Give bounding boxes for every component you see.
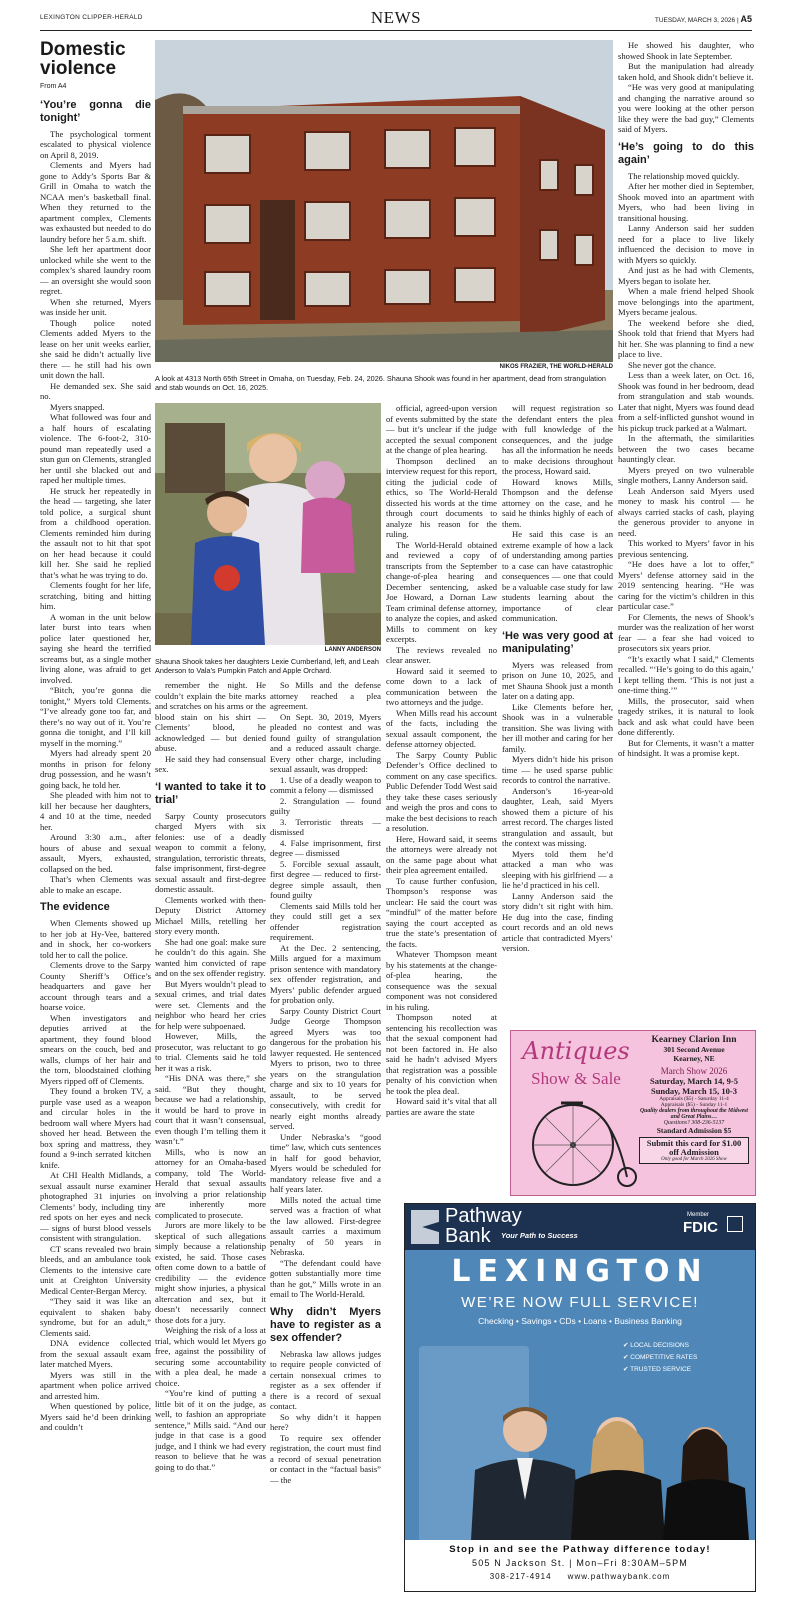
article-column-1	[40, 40, 151, 1595]
paragraph: At CHI Health Midlands, a sexual assault nurse examiner photographed 31 injuries on Clements’ body, including tiny red spots on her eyes and neck — signs of burst blood vessels consistent with strangulation.	[40, 1170, 151, 1243]
paragraph: “He does have a lot to offer,” Myers’ defense attorney said in the 2019 sentencing hearing. “He was caring for the victim’s children in this particular case.”	[618, 559, 754, 611]
bank-main	[405, 1250, 755, 1540]
paragraph: She pleaded with him not to kill her because her daughters, 4 and 10 at the time, needed her.	[40, 790, 151, 832]
page-number: A5	[740, 14, 752, 24]
paragraph: Though police noted Clements added Myers to the lease on her unit weeks earlier, she said he didn’t actually live there — he still had his own unit down the hall.	[40, 317, 151, 380]
publication-name: LEXINGTON CLIPPER-HERALD	[40, 14, 143, 21]
column-body	[155, 680, 266, 1472]
venue-name: Kearney Clarion Inn	[651, 1035, 737, 1045]
bank-service: WE’RE NOW FULL SERVICE!	[461, 1294, 699, 1311]
questions-phone: Questions? 308-236-5137	[663, 1120, 725, 1126]
subhead: ‘You’re gonna die tonight’	[40, 98, 151, 124]
paragraph: In the aftermath, the similarities between the two cases became hauntingly clear.	[618, 433, 754, 464]
fdic-logo: FDIC	[683, 1219, 718, 1236]
member-label: Member	[687, 1212, 710, 1218]
date-text: TUESDAY, MARCH 3, 2026	[654, 17, 736, 24]
paragraph: CT scans revealed two brain bleeds, and an ambulance took Clements to the intensive care unit at Creighton University Medical Center-Bergan Mercy.	[40, 1243, 151, 1296]
feature-label: COMPETITIVE RATES	[630, 1354, 698, 1361]
penny-farthing-icon	[521, 1097, 641, 1189]
page-date: TUESDAY, MARCH 3, 2026 | A5	[654, 14, 752, 24]
paragraph: When Mills read his account of the facts, including the sexual assault component, the defense attorney objected.	[386, 707, 497, 749]
paragraph: “He was very good at manipulating and changing the narrative around so you were looking at the other person like they were the bad guy,” Clements said of Myers.	[618, 82, 754, 134]
bank-brand	[445, 1206, 522, 1246]
paragraph: Under Nebraska’s “good time” law, which cuts sentences in half for good behavior, Myers would be scheduled for mandatory release five and a half years later.	[270, 1131, 381, 1194]
antiques-details	[637, 1035, 751, 1164]
section-name: NEWS	[370, 8, 422, 27]
venue-city: Kearney, NE	[673, 1054, 715, 1063]
paragraph: But for Clements, it wasn’t a matter of hindsight. It was a promise kept.	[618, 737, 754, 758]
paragraph: That’s when Clements was able to make an escape.	[40, 874, 151, 895]
family-photo-credit: LANNY ANDERSON	[324, 647, 381, 653]
paragraph: Myers told them he’d attacked a man who was sleeping with his girlfriend — a lie he’d practiced in his cell.	[502, 848, 613, 890]
event-name: March Show 2026	[660, 1066, 728, 1076]
paragraph: After her mother died in September, Shook moved into an apartment with Myers, who had been living in transitional housing.	[618, 181, 754, 223]
paragraph: Howard said it’s vital that all parties are aware the state	[386, 1096, 497, 1117]
paragraph: She never got the chance.	[628, 359, 717, 370]
brand-line-1: Pathway	[445, 1205, 522, 1227]
paragraph: “His DNA was there,” she said. “But they thought, because we had a relationship, it would be hard to prove in court that it wasn’t consensual, even though I’m telling them it wasn’t.”	[155, 1073, 266, 1146]
paragraph: He demanded sex. She said no.	[40, 380, 151, 401]
paragraph: So Mills and the defense attorney reached a plea agreement.	[270, 680, 381, 711]
paragraph: What followed was four and a half hours of escalating violence. The 6-foot-2, 310-pound man repeatedly used a stun gun on Clements, strangled her until she blacked out and raped her multiple times.	[40, 412, 151, 485]
brand-line-2: Bank	[445, 1225, 491, 1247]
coupon-note: Only good for March 2026 Show	[661, 1157, 727, 1162]
paragraph: The relationship moved quickly.	[628, 170, 740, 181]
apartment-photo-caption: A look at 4313 North 65th Street in Omaha, on Tuesday, Feb. 24, 2026. Shauna Shook was found in her apartment, dead from strangulation and stab wounds on Oct. 16, 2025.	[155, 374, 606, 392]
paragraph: Less than a week later, on Oct. 16, Shook was found in her bedroom, dead from strangulation and stab wounds. Later that night, Myers was found dead from a self-inflicted gunshot wound in his pickup truck parked at a Walmart.	[618, 370, 754, 433]
paragraph: When Clements showed up to her job at Hy-Vee, battered and in shock, her co-workers told her to call the police.	[40, 918, 151, 960]
paragraph: He said this case is an extreme example of how a lack of understanding among parties to a case can have catastrophic consequences — one that could be a valuable case study for law students learning about the importance of clear communication.	[502, 529, 613, 623]
paragraph: Lanny Anderson said her sudden need for a place to live likely influenced the decision to move in with Myers so quickly.	[618, 223, 754, 265]
column-body	[40, 99, 151, 1433]
paragraph: When a male friend helped Shook move belongings into the apartment, Myers became jealous.	[618, 286, 754, 317]
subhead: Why didn’t Myers have to register as a sex offender?	[270, 1305, 381, 1344]
paragraph: But Myers wouldn’t plead to sexual crimes, and trial dates were set. Clements and the neighbor who heard her cries for help were subpoenaed.	[155, 978, 266, 1031]
paragraph: For Clements, the news of Shook’s murder was the realization of her worst fear — a fear she had voiced to prosecutors six years prior.	[618, 611, 754, 653]
column-body	[618, 40, 754, 759]
paragraph: Myers snapped.	[50, 401, 105, 412]
paragraph: Clements drove to the Sarpy County Sheriff’s Office’s headquarters and gave her account through tears and a hoarse voice.	[40, 960, 151, 1012]
pathway-bank-advertisement	[404, 1203, 756, 1592]
article-headline: Domestic violence	[40, 40, 126, 79]
antiques-advertisement	[510, 1030, 756, 1196]
paragraph: Around 3:30 a.m., after hours of abuse and sexual assault, Myers, exhausted, collapsed on the bed.	[40, 832, 151, 874]
paragraph: Clements said Mills told her they could still get a sex offender registration requirement.	[270, 900, 381, 942]
paragraph: He said they had consensual sex.	[155, 753, 266, 774]
bank-products: Checking • Savings • CDs • Loans • Business Banking	[478, 1316, 682, 1326]
feature-label: TRUSTED SERVICE	[630, 1366, 692, 1373]
feature-label: LOCAL DECISIONS	[630, 1342, 689, 1349]
paragraph: Mills, who is now an attorney for an Omaha-based company, told The World-Herald that sexual assaults involving a prior relationship are inherently more complicated to prosecute.	[155, 1146, 266, 1220]
subhead: The evidence	[40, 901, 110, 913]
apartment-photo-credit: NIKOS FRAZIER, THE WORLD-HERALD	[499, 364, 613, 370]
appraisals-sunday: Appraisals ($5) - Sunday 11-1	[660, 1102, 728, 1108]
paragraph: She left her apartment door unlocked while she went to the complex’s shared laundry room — an oversight she would soon regret.	[40, 244, 151, 296]
appraisals-saturday: Appraisals ($5) - Saturday 11-4	[659, 1096, 729, 1102]
paragraph: And just as he had with Clements, Myers began to isolate her.	[618, 265, 754, 286]
column-body	[270, 680, 381, 1485]
paragraph: Anderson’s 16-year-old daughter, Leah, said Myers showed them a picture of his arrest record. The charges listed strangulation and assault, but the context was missing.	[502, 785, 613, 848]
column-body	[386, 403, 497, 1117]
paragraph: Myers was still in the apartment when police arrived and arrested him.	[40, 1369, 151, 1401]
paragraph: Whatever Thompson meant by his statements at the change-of-plea hearing, the consequence was the sexual component was not considered in his ruling.	[386, 949, 497, 1012]
paragraph: Myers had already spent 20 months in prison for felony drug possession, and he wasn’t going back, he told her.	[40, 748, 151, 790]
coupon-text: Submit this card for $1.00 off Admission	[646, 1138, 742, 1157]
paragraph: 3. Terroristic threats — dismissed	[270, 816, 381, 837]
paragraph: On Sept. 30, 2019, Myers pleaded no contest and was found guilty of strangulation and a reduced assault charge. Every other charge, including sexual assault, was dropped:	[270, 711, 381, 774]
family-photo	[155, 403, 381, 645]
bank-address: 505 N Jackson St. | Mon–Fri 8:30AM–5PM	[471, 1558, 688, 1568]
paragraph: 5. Forcible sexual assault, first degree — reduced to first-degree simple assault, then found guilty	[270, 858, 381, 900]
checkmark-icon: ✔	[623, 1354, 631, 1361]
antiques-title: Antiques	[522, 1037, 630, 1065]
paragraph: A woman in the unit below later burst into tears when police later questioned her, saying she heard the terrified screams but, as a single mother living alone, was afraid to get involved.	[40, 611, 151, 685]
paragraph: “You’re kind of putting a little bit of it on the judge, as well, to fashion an appropriate sentence,” Mills said. “And our judge in that case is a good judge, and I think we had every reason to believe that he was going to do that.”	[155, 1388, 266, 1472]
article-column-5	[502, 403, 613, 1028]
paragraph: Nebraska law allows judges to require people convicted of certain nonsexual crimes to register as a sex offender if there is a record of sexual contact.	[270, 1348, 381, 1411]
paragraph: Clements and Myers had gone to Addy’s Sports Bar & Grill in Omaha to watch the NCAA men’s basketball final. When they returned to the apartment complex, Clements was exhausted but needed to do laundry before her 5 a.m. shift.	[40, 160, 151, 244]
article-column-6	[618, 40, 754, 1028]
paragraph: They found a broken TV, a purple vase used as a weapon and circular holes in the bedroom wall where Myers had shoved her head. Between the box spring and mattress, they found a 9-inch serrated kitchen knife.	[40, 1086, 151, 1170]
coupon-box	[639, 1137, 749, 1164]
paragraph: To require sex offender registration, the court must find a record of sexual penetration or contact in the “factual basis” — the	[270, 1432, 381, 1485]
paragraph: official, agreed-upon version of events submitted by the state — but it’s unclear if the judge accepted the sexual component at the change of plea hearing.	[386, 403, 497, 455]
paragraph: He struck her repeatedly in the head — targeting, she later told police, a surgical shunt from a childhood operation. Clements reminded him during the assault not to hit that spot on her head because it could kill her. She said he replied that’s what he was trying to do.	[40, 485, 151, 580]
paragraph: will request registration so the defendant enters the plea with full knowledge of the consequences, and the judge has all the information he needs to make decisions throughout the process, Howard said.	[502, 403, 613, 476]
paragraph: The reviews revealed no clear answer.	[386, 644, 497, 665]
paragraph: Mills, the prosecutor, said when tragedy strikes, it is natural to look back and ask what could have been done differently.	[618, 695, 754, 737]
paragraph: Like Clements before her, Shook was in a vulnerable transition. She was living with her ill mother and caring for her family.	[502, 701, 613, 754]
paragraph: “They said it was like an equivalent to shaken baby syndrome, but for an adult,” Clements said.	[40, 1296, 151, 1338]
paragraph: “The defendant could have gotten substantially more time than he got,” Mills wrote in an email to The World-Herald.	[270, 1257, 381, 1299]
feature-item	[623, 1352, 697, 1364]
bank-top-bar	[405, 1204, 755, 1250]
bank-logo-icon	[411, 1210, 439, 1244]
paragraph: However, Mills, the prosecutor, was reluctant to go to trial. Clements said he told her it was a risk.	[155, 1031, 266, 1073]
paragraph: DNA evidence collected from the sexual assault exam later matched Myers.	[40, 1338, 151, 1369]
equal-housing-icon	[727, 1216, 743, 1232]
paragraph: 2. Strangulation — found guilty	[270, 795, 381, 816]
paragraph: When questioned by police, Myers said he’d been drinking and couldn’t	[40, 1401, 151, 1432]
subhead: ‘I wanted to take it to trial’	[155, 780, 266, 806]
paragraph: To cause further confusion, Thompson’s response was unclear: He said the court was “mindful” of the matter before saying the court accepted as true the state’s presentation of the facts.	[386, 875, 497, 949]
paragraph: She had one goal: make sure he couldn’t do this again. She wanted him convicted of rape and on the sex offender registry.	[155, 936, 266, 978]
paragraph: Thompson noted at sentencing his recollection was that the sexual component had not been factored in. He also said he hadn’t advised Myers that registration was a possible penalty of his conviction when he took the plea deal.	[386, 1012, 497, 1096]
paragraph: “Bitch, you’re gonna die tonight,” Myers told Clements. “I’ve already gone too far, and there’s no way out of it. You’re gonna die tonight, and I’ll kill myself in the morning.”	[40, 685, 151, 748]
paragraph: At the Dec. 2 sentencing, Mills argued for a maximum prison sentence with mandatory sex offender registration, and Myers’ public defender argued for probation only.	[270, 942, 381, 1005]
article-column-2	[155, 680, 266, 1595]
bank-features	[623, 1340, 697, 1376]
paragraph: This worked to Myers’ favor in his previous sentencing.	[618, 538, 754, 559]
page-header	[40, 6, 752, 31]
feature-item	[623, 1364, 697, 1376]
paragraph: 1. Use of a deadly weapon to commit a felony — dismissed	[270, 774, 381, 795]
article-column-3	[270, 680, 381, 1595]
paragraph: Mills noted the actual time served was a fraction of what the law allowed. First-degree assault carries a maximum penalty of 50 years in Nebraska.	[270, 1194, 381, 1257]
sunday-hours: Sunday, March 15, 10-3	[650, 1086, 738, 1096]
subhead: ‘He’s going to do this again’	[618, 140, 754, 166]
checkmark-icon: ✔	[623, 1366, 631, 1373]
paragraph: “It’s exactly what I said,” Clements recalled. “‘He’s going to do this again,’ I kept telling them. ‘This is not just a one-time thing.’”	[618, 653, 754, 695]
paragraph: The weekend before she died, Shook told that friend that Myers had hit her. She was planning to find a new place to live.	[618, 317, 754, 359]
paragraph: Sarpy County prosecutors charged Myers with six felonies: use of a deadly weapon to commit a felony, strangulation, terroristic threats, false imprisonment, first-degree sexual assault and first-degree domestic assault.	[155, 810, 266, 894]
paragraph: Leah Anderson said Myers used money to mask his control — he always carried stacks of cash, playing the generous provider to anyone in need.	[618, 485, 754, 538]
paragraph: The psychological torment escalated to physical violence on April 8, 2019.	[40, 128, 151, 160]
paragraph: remember the night. He couldn’t explain the bite marks and scratches on his arms or the blood stain on his shirt — Clements’ blood, he acknowledged — but denied abuse.	[155, 680, 266, 753]
apartment-building-image	[155, 40, 613, 362]
paragraph: 4. False imprisonment, first degree — dismissed	[270, 837, 381, 858]
subhead: ‘He was very good at manipulating’	[502, 629, 613, 655]
bank-contact: 308-217-4914 www.pathwaybank.com	[489, 1572, 671, 1581]
paragraph: He showed his daughter, who showed Shook in late September.	[618, 40, 754, 61]
bank-city: LEXINGTON	[451, 1254, 709, 1289]
paragraph: Myers was released from prison on June 10, 2025, and met Shauna Shook just a month later on a dating app.	[502, 659, 613, 701]
paragraph: So why didn’t it happen here?	[270, 1411, 381, 1432]
venue-address: 301 Second Avenue	[663, 1045, 725, 1054]
paragraph: Weighing the risk of a loss at trial, which would let Myers go free, against the possibility of securing some accountability with a plea deal, he made a choice.	[155, 1325, 266, 1388]
apartment-photo	[155, 40, 613, 362]
paragraph: The Sarpy County Public Defender’s Office declined to comment on any case specifics. Public Defender Todd West said they take these cases seriously and weigh the pros and cons to make the best decisions to reach a resolution.	[386, 749, 497, 833]
paragraph: Clements fought for her life, scratching, biting and hitting him.	[40, 580, 151, 611]
paragraph: Jurors are more likely to be skeptical of such allegations simply because a relationship existed, he said. Those cases often come down to a battle of credibility — the evidence might show injuries, a physical altercation and sex, but it doesn’t necessarily connect those dots for a jury.	[155, 1220, 266, 1325]
admission-price: Standard Admission $5	[656, 1126, 732, 1135]
paragraph: Myers didn’t hide his prison time — he used sparse public records to control the narrative.	[502, 754, 613, 785]
family-photo-caption: Shauna Shook takes her daughters Lexie Cumberland, left, and Leah Anderson to Vala’s Pumpkin Patch and Apple Orchard.	[155, 657, 379, 675]
paragraph: When she returned, Myers was inside her unit.	[40, 296, 151, 317]
jump-from: From A4	[40, 83, 67, 90]
paragraph: Sarpy County District Court Judge George Thompson agreed Myers was too dangerous for the probation his lawyer requested. He sentenced Myers to prison, two to three years on the strangulation charge and six to 10 years for assault, to be served consecutively, with credit for nearly eight months already served.	[270, 1005, 381, 1131]
dealers-note: Quality dealers from throughout the Midwest and Great Plains…	[639, 1108, 749, 1120]
bank-staff-photo	[465, 1390, 755, 1540]
antiques-subtitle: Show & Sale	[531, 1069, 621, 1088]
paragraph: When investigators and deputies arrived at the apartment, they found blood smears on the couch, bed and walls, clumps of her hair and the torn, bloodstained clothing Myers ripped off of Clements.	[40, 1012, 151, 1086]
paragraph: Here, Howard said, it seems the attorneys were already not on the same page about what their plea agreement entailed.	[386, 833, 497, 875]
paragraph: Thompson declined an interview request for this report, citing the judicial code of ethics, so The World-Herald dissected his words at the time through court documents to analyze his reason for the ruling.	[386, 455, 497, 539]
paragraph: But the manipulation had already taken hold, and Shook didn’t believe it.	[618, 61, 754, 82]
checkmark-icon: ✔	[623, 1342, 631, 1349]
column-body	[502, 403, 613, 954]
paragraph: Howard said it seemed to come down to a lack of communication between the two attorneys and the judge.	[386, 665, 497, 707]
bank-tagline: Your Path to Success	[501, 1231, 578, 1240]
paragraph: Clements worked with then-Deputy District Attorney Michael Mills, retelling her story every month.	[155, 894, 266, 936]
paragraph: Howard knows Mills, Thompson and the defense attorney on the case, and he said he thinks highly of each of them.	[502, 476, 613, 529]
paragraph: Lanny Anderson said the story didn’t sit right with him. He dug into the case, finding court records and an old news article that contradicted Myers’ version.	[502, 890, 613, 953]
family-image	[155, 403, 381, 645]
feature-item	[623, 1340, 697, 1352]
paragraph: The World-Herald obtained and reviewed a copy of transcripts from the September change-of-plea hearing and December sentencing, asked Joe Howard, a Dornan Law Team criminal defense attorney, to analyze the copies, and asked Mills to comment on key excerpts.	[386, 539, 497, 644]
bank-cta: Stop in and see the Pathway difference today!	[449, 1544, 711, 1555]
saturday-hours: Saturday, March 14, 9-5	[650, 1076, 738, 1086]
paragraph: Myers preyed on two vulnerable single mothers, Lanny Anderson said.	[618, 464, 754, 485]
